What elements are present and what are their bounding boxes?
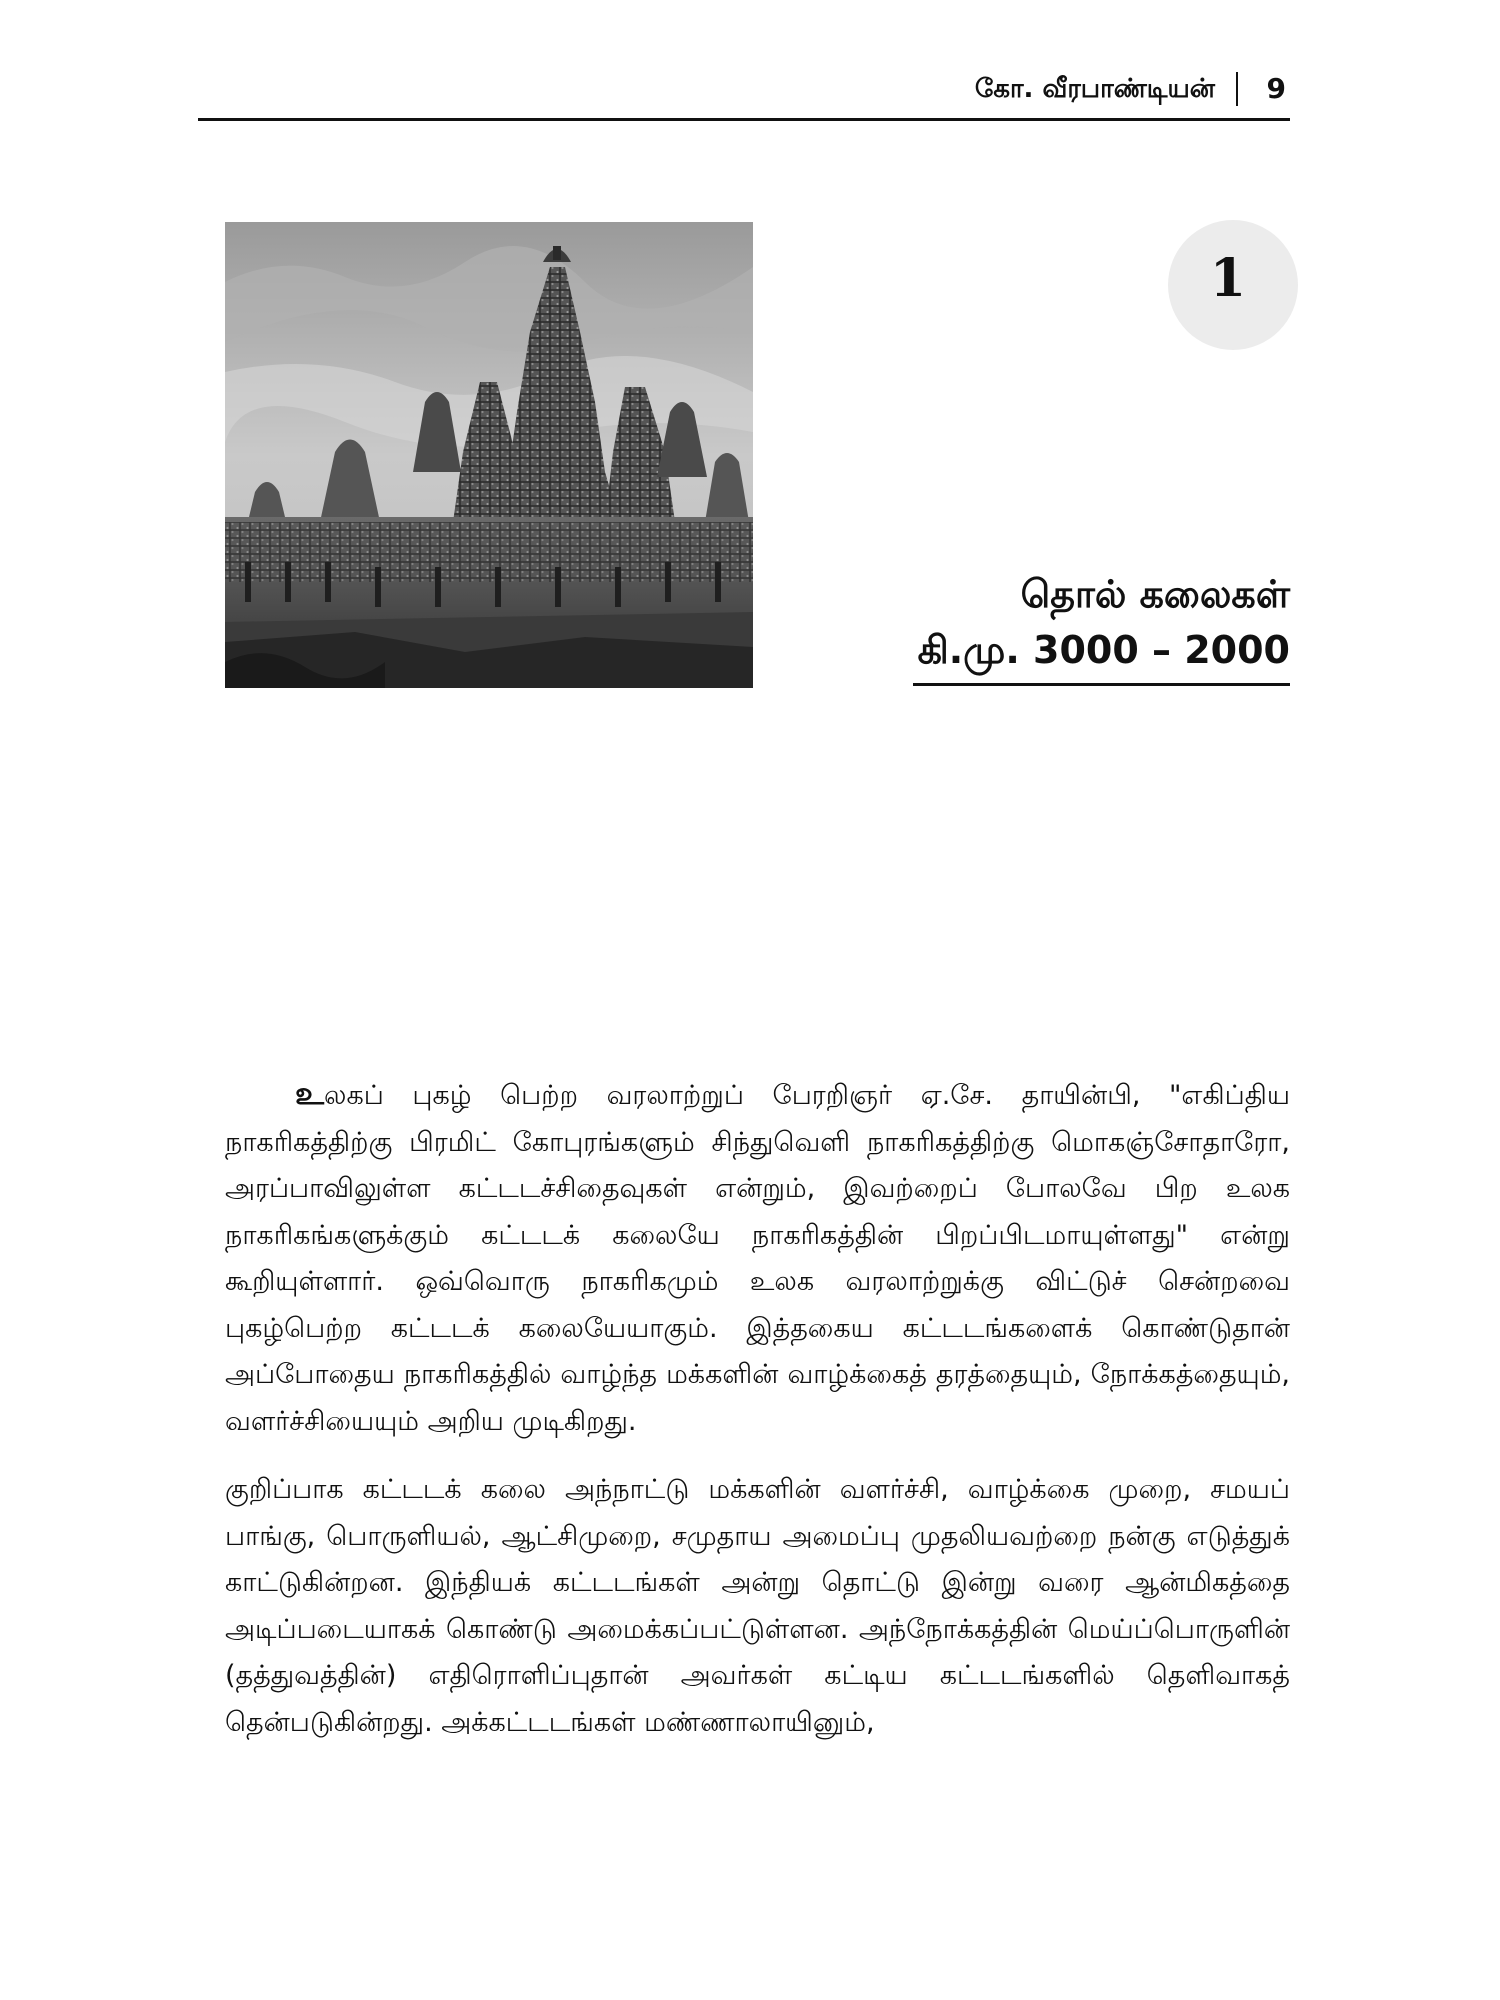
header-author: கோ. வீரபாண்டியன் <box>974 74 1215 104</box>
paragraph-2: குறிப்பாக கட்டடக் கலை அந்நாட்டு மக்களின் வளர்ச்சி, வாழ்க்கை முறை, சமயப் பாங்கு, பொருளியல், ஆட்சிமுறை, சமுதாய அமைப்பு முதலியவற்றை நன்கு எடுத்துக் காட்டுகின்றன. இந்தியக் கட்டடங்கள் அன்று தொட்டு இன்று வரை ஆன்மிகத்தை அடிப்படையாகக் கொண்டு அமைக்கப்பட்டுள்ளன. அந்நோக்கத்தின் மெய்ப்பொருளின் (தத்துவத்தின்) எதிரொளிப்புதான் அவர்கள் கட்டிய கட்டடங்களில் தெளிவாகத் தென்படுகின்றது. அக்கட்டடங்கள் மண்ணாலாயினும், <box>225 1474 1290 1738</box>
chapter-badge <box>1168 220 1298 350</box>
dropcap-letter: உ <box>295 1074 325 1112</box>
temple-photo <box>225 222 753 688</box>
header-divider <box>1236 72 1238 106</box>
paragraph-1 <box>225 1070 1290 1445</box>
chapter-title: தொல் கலைகள் <box>1020 572 1290 616</box>
chapter-period: கி.மு. 3000 – 2000 <box>917 628 1290 672</box>
title-underline <box>913 683 1290 686</box>
running-header <box>198 66 1290 121</box>
chapter-number: 1 <box>1209 248 1247 309</box>
page-number: 9 <box>1266 72 1286 105</box>
body-text <box>225 1070 1290 1768</box>
paragraph-1-text: லகப் புகழ் பெற்ற வரலாற்றுப் பேரறிஞர் ஏ.சே. தாயின்பி, "எகிப்திய நாகரிகத்திற்கு பிரமிட் கோபுரங்களும் சிந்துவெளி நாகரிகத்திற்கு மொகஞ்சோதாரோ, அரப்பாவிலுள்ள கட்டடச்சிதைவுகள் என்றும், இவற்றைப் போலவே பிற உலக நாகரிகங்களுக்கும் கட்டடக் கலையே நாகரிகத்தின் பிறப்பிடமாயுள்ளது" என்று கூறியுள்ளார். ஒவ்வொரு நாகரிகமும் உலக வரலாற்றுக்கு விட்டுச் சென்றவை புகழ்பெற்ற கட்டடக் கலையேயாகும். இத்தகைய கட்டடங்களைக் கொண்டுதான் அப்போதைய நாகரிகத்தில் வாழ்ந்த மக்களின் வாழ்க்கைத் தரத்தையும், நோக்கத்தையும், வளர்ச்சியையும் அறிய முடிகிறது. <box>225 1080 1290 1437</box>
